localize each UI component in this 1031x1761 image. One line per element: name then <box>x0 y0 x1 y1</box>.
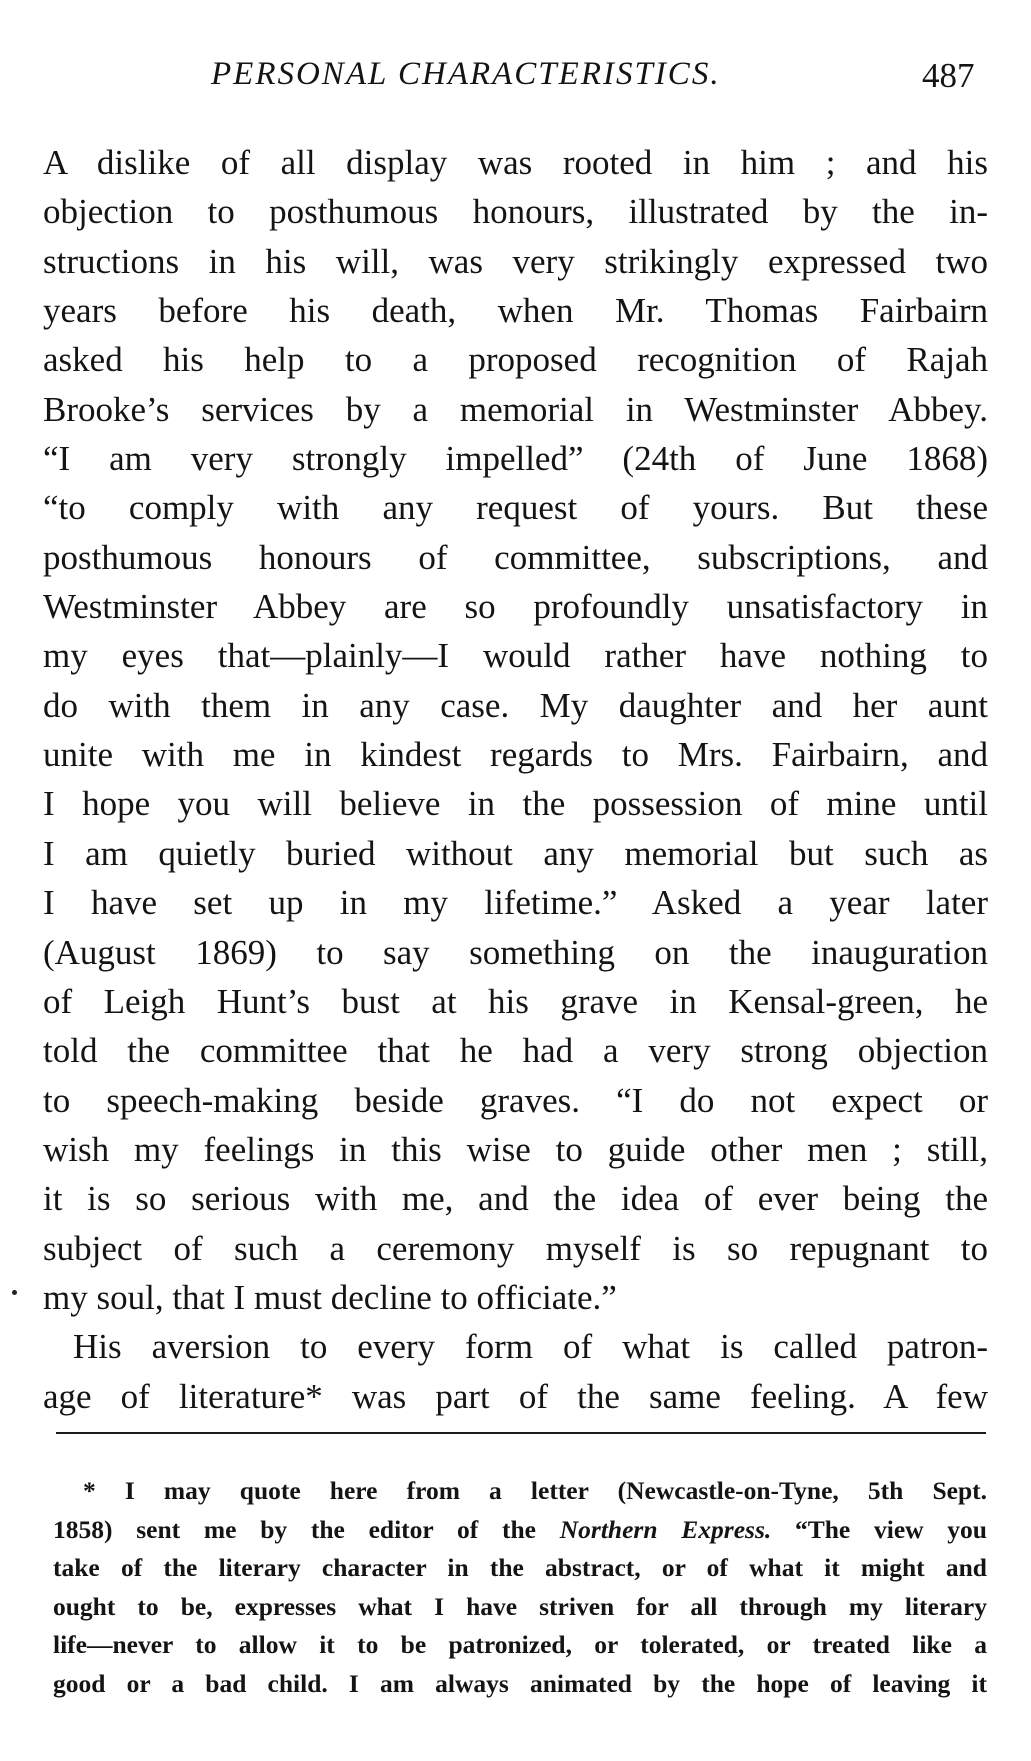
footnote-line <box>53 1511 987 1550</box>
footnote-line: * I may quote here from a letter (Newcastle-on-Tyne, 5th Sept. <box>83 1476 987 1505</box>
body-line: unite with me in kindest regards to Mrs. Fairbairn, and <box>43 735 988 775</box>
body-line: Brooke’s services by a memorial in Westminster Abbey. <box>43 389 988 429</box>
body-line: do with them in any case. My daughter and her aunt <box>43 685 988 725</box>
footnote-rule <box>56 1432 986 1434</box>
footnote-line: good or a bad child. I am always animated by the hope of leaving it <box>53 1668 987 1698</box>
body-line: “to comply with any request of yours. But these <box>43 488 988 528</box>
body-text <box>43 138 988 1421</box>
body-line: age of literature* was part of the same feeling. A few <box>43 1376 988 1416</box>
body-line: to speech-making beside graves. “I do not expect or <box>43 1080 988 1120</box>
body-line: told the committee that he had a very strong objection <box>43 1031 988 1071</box>
running-header <box>0 56 1031 106</box>
body-line: A dislike of all display was rooted in him ; and his <box>43 143 988 182</box>
body-line: (August 1869) to say something on the inauguration <box>43 932 988 972</box>
body-line: years before his death, when Mr. Thomas Fairbairn <box>43 291 988 331</box>
body-line: wish my feelings in this wise to guide other men ; still, <box>43 1129 988 1169</box>
footnote-line: ought to be, expresses what I have striven for all through my literary <box>53 1591 987 1621</box>
footnote-line: life—never to allow it to be patronized, or tolerated, or treated like a <box>53 1630 987 1659</box>
body-line: posthumous honours of committee, subscriptions, and <box>43 537 988 577</box>
footnote-text: “The view you <box>771 1514 987 1544</box>
body-line: subject of such a ceremony myself is so repugnant to <box>43 1228 988 1268</box>
body-line: of Leigh Hunt’s bust at his grave in Kensal-green, he <box>43 981 988 1021</box>
body-line: I have set up in my lifetime.” Asked a year later <box>43 883 988 923</box>
publication-title: Northern Express. <box>559 1514 772 1544</box>
page-number: 487 <box>922 56 975 95</box>
body-line: structions in his will, was very strikingly expressed two <box>43 241 988 281</box>
body-line: objection to posthumous honours, illustrated by the in- <box>43 192 988 232</box>
body-line: it is so serious with me, and the idea of ever being the <box>43 1179 988 1219</box>
footnote-text: 1858) sent me by the editor of the <box>53 1514 560 1544</box>
body-line: asked his help to a proposed recognition of Rajah <box>43 340 988 380</box>
body-line: “I am very strongly impelled” (24th of June 1868) <box>43 439 988 479</box>
body-line: I am quietly buried without any memorial but such as <box>43 833 988 873</box>
margin-mark <box>12 1290 17 1295</box>
body-line: my eyes that—plainly—I would rather have nothing to <box>43 636 988 676</box>
body-line: my soul, that I must decline to officiate.” <box>43 1277 617 1317</box>
body-line: His aversion to every form of what is called patron- <box>73 1327 988 1367</box>
footnote <box>53 1472 987 1703</box>
footnote-line: take of the literary character in the abstract, or of what it might and <box>53 1553 987 1582</box>
body-line: Westminster Abbey are so profoundly unsatisfactory in <box>43 587 988 627</box>
body-line: I hope you will believe in the possession of mine until <box>43 784 988 824</box>
running-title: PERSONAL CHARACTERISTICS. <box>211 56 721 92</box>
